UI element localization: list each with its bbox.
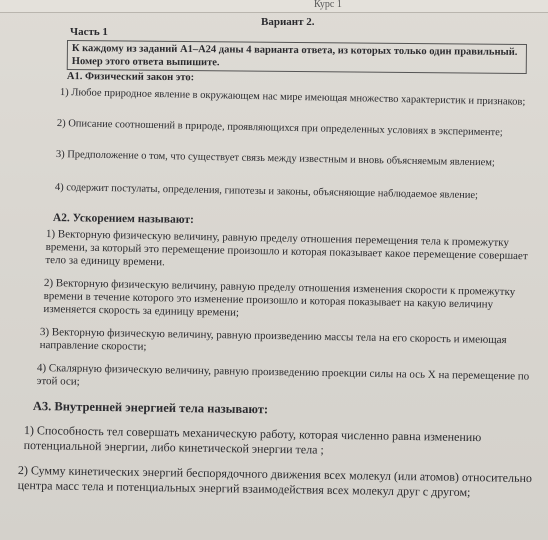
- top-page-strip: [0, 0, 548, 13]
- question-a1-title: А1. Физический закон это:: [66, 71, 195, 84]
- question-a2-title: А2. Ускорением называют:: [52, 212, 194, 226]
- question-a3-option-2: 2) Сумму кинетических энергий беспорядочного движения всех молекул (или атомов) относительно центра масс тела и потенциальных энергий взаимодействия всех молекул друг с другом;: [17, 463, 533, 500]
- question-a1-option-3: 3) Предположение о том, что существует связь между известным и вновь объясняемым явлением;: [55, 149, 495, 169]
- instruction-box: К каждому из заданий А1–А24 даны 4 варианта ответа, из которых только один правильный. Номер этого ответа выпишите.: [67, 40, 527, 74]
- question-a1-option-4: 4) содержит постулаты, определения, гипотезы и законы, объясняющие наблюдаемое явление;: [54, 182, 479, 202]
- question-a2-option-3: 3) Векторную физическую величину, равную произведению массы тела на его скорость и имеющая направление скорости;: [39, 326, 507, 353]
- variant-title: Вариант 2.: [261, 16, 315, 28]
- question-a2-option-2: 2) Векторную физическую величину, равную пределу отношения изменения скорости к промежутку времени в течение которого это изменение произошло и которая показывает на какую величину изменяется скорость за единицу времени;: [43, 277, 516, 319]
- course-label: Курс 1: [314, 0, 342, 10]
- question-a1-option-2: 2) Описание соотношений в природе, проявляющихся при определенных условиях в эксперименте;: [56, 118, 503, 139]
- part-title: Часть 1: [70, 26, 108, 38]
- question-a2-option-1: 1) Векторную физическую величину, равную пределу отношения перемещения тела к промежутку времени, за который это перемещение произошло и которая показывает какое перемещение совершает тело за единицу времени.: [45, 228, 528, 269]
- question-a3-option-1: 1) Способность тел совершать механическую работу, которая численно равна изменению потенциальной энергии, либо кинетической энергии тела ;: [23, 423, 482, 457]
- question-a3-title: А3. Внутренней энергией тела называют:: [32, 399, 269, 417]
- question-a2-option-4: 4) Скалярную физическую величину, равную произведению проекции силы на ось X на перемещение по этой оси;: [36, 362, 530, 388]
- question-a1-option-1: 1) Любое природное явление в окружающем нас мире имеющая множество характеристик и признаков;: [59, 87, 526, 108]
